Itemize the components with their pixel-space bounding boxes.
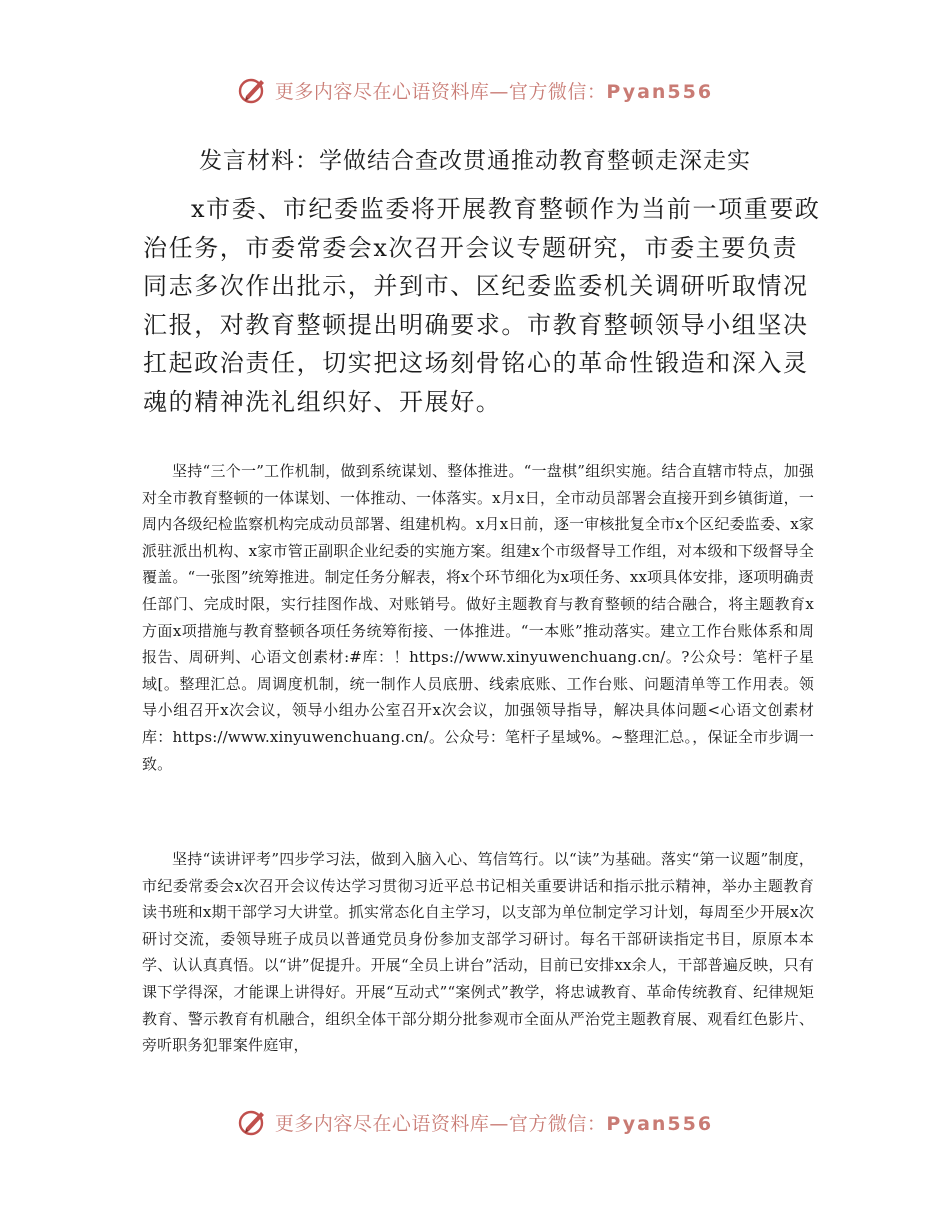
banner-wechat-label: 官方微信： [508, 80, 607, 103]
banner-text [275, 1109, 713, 1136]
lead-paragraph: x市委、市纪委监委将开展教育整顿作为当前一项重要政治任务，市委常委会x次召开会议专题研究，市委主要负责同志多次作出批示，并到市、区纪委监委机关调研听取情况汇报，对教育整顿提出明确要求。市教育整顿领导小组坚决扛起政治责任，切实把这场刻骨铭心的革命性锻造和深入灵魂的精神洗礼组织好、开展好。 [143, 195, 821, 416]
banner-wechat-label: 官方微信： [508, 1112, 607, 1135]
document-title: 发言材料：学做结合查改贯通推动教育整顿走深走实 [199, 148, 751, 174]
pen-circle-icon [237, 1106, 269, 1138]
pen-circle-icon [237, 74, 269, 106]
header-banner [0, 70, 950, 110]
banner-wechat-id: Pyan556 [606, 80, 714, 103]
body-paragraph-2: 坚持“读讲评考”四步学习法，做到入脑入心、笃信笃行。以“读”为基础。落实“第一议题”制度，市纪委常委会x次召开会议传达学习贯彻习近平总书记相关重要讲话和指示批示精神，举办主题教育读书班和x期干部学习大讲堂。抓实常态化自主学习，以支部为单位制定学习计划，每周至少开展x次研讨交流，委领导班子成员以普通党员身份参加支部学习研讨。每名干部研读指定书目，原原本本学、认认真真悟。以“讲”促提升。开展“全员上讲台”活动，目前已安排xx余人，干部普遍反映，只有课下学得深，才能课上讲得好。开展“互动式”“案例式”教学，将忠诚教育、革命传统教育、纪律规矩教育、警示教育有机融合，组织全体干部分期分批参观市全面从严治党主题教育展、观看红色影片、旁听职务犯罪案件庭审， [142, 850, 814, 1055]
banner-dash: — [489, 80, 509, 103]
footer-banner [0, 1102, 950, 1142]
banner-dash: — [489, 1112, 509, 1135]
banner-text [275, 77, 713, 104]
banner-slogan: 更多内容尽在心语资料库 [274, 1112, 490, 1135]
body-paragraph-1: 坚持“三个一”工作机制，做到系统谋划、整体推进。“一盘棋”组织实施。结合直辖市特点，加强对全市教育整顿的一体谋划、一体推动、一体落实。x月x日，全市动员部署会直接开到乡镇街道，一周内各级纪检监察机构完成动员部署、组建机构。x月x日前，逐一审核批复全市x个区纪委监委、x家派驻派出机构、x家市管正副职企业纪委的实施方案。组建x个市级督导工作组，对本级和下级督导全覆盖。“一张图”统筹推进。制定任务分解表，将x个环节细化为x项任务、xx项具体安排，逐项明确责任部门、完成时限，实行挂图作战、对账销号。做好主题教育与教育整顿的结合融合，将主题教育x方面x项措施与教育整顿各项任务统筹衔接、一体推进。“一本账”推动落实。建立工作台账体系和周报告、周研判、心语文创素材:#库：！https://www.xinyuwenchuang.cn/。?公众号：笔杆子星域[。整理汇总。周调度机制，统一制作人员底册、线索底账、工作台账、问题清单等工作用表。领导小组召开x次会议，领导小组办公室召开x次会议，加强领导指导，解决具体问题<心语文创素材库：https://www.xinyuwenchuang.cn/。公众号：笔杆子星域%。~整理汇总。，保证全市步调一致。 [142, 462, 814, 773]
banner-wechat-id: Pyan556 [606, 1112, 714, 1135]
banner-slogan: 更多内容尽在心语资料库 [274, 80, 490, 103]
